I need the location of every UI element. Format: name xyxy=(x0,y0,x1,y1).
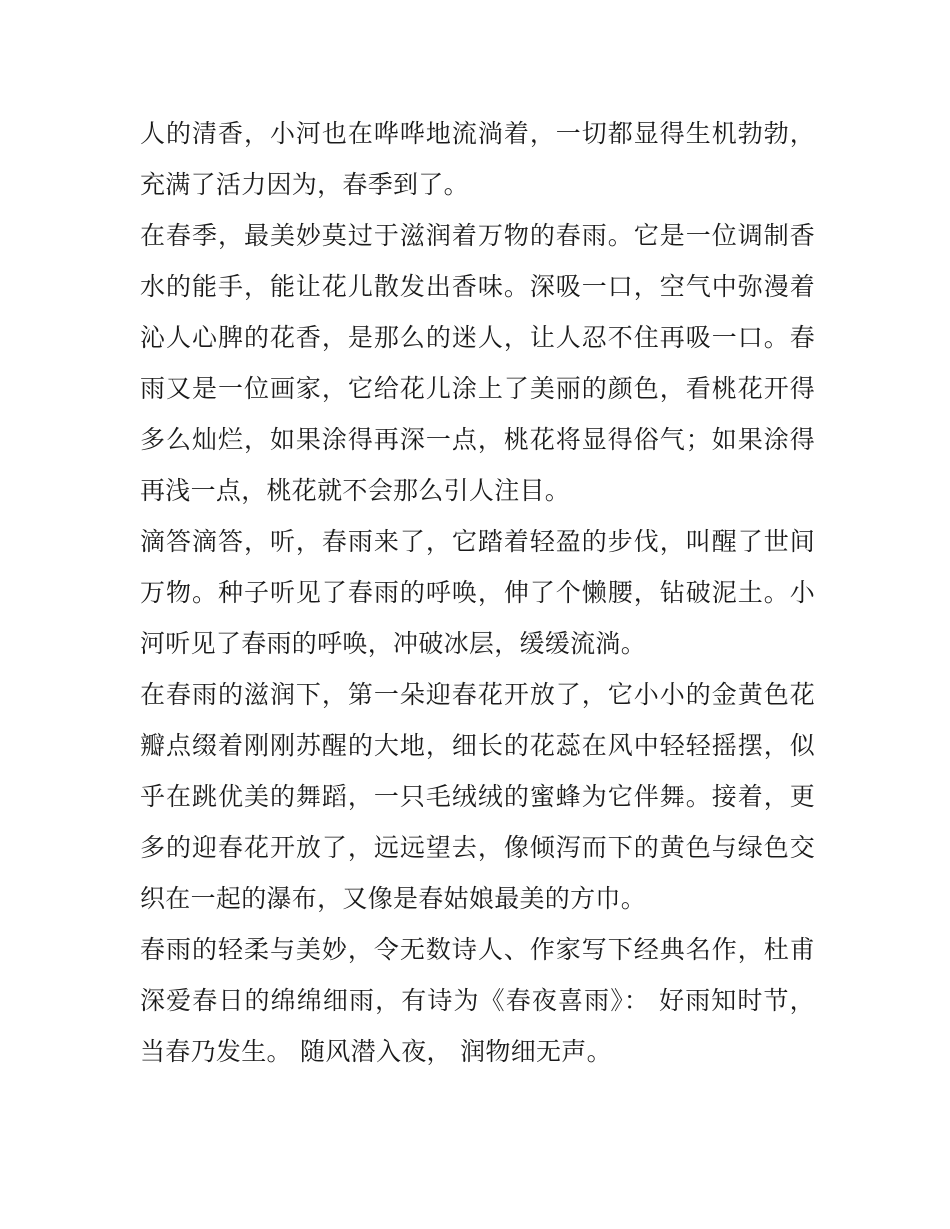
paragraph-3: 滴答滴答，听，春雨来了，它踏着轻盈的步伐，叫醒了世间万物。种子听见了春雨的呼唤，伸了个懒腰，钻破泥土。小河听见了春雨的呼唤，冲破冰层，缓缓流淌。 xyxy=(140,527,815,658)
paragraph-2: 在春季，最美妙莫过于滋润着万物的春雨。它是一位调制香水的能手，能让花儿散发出香味。深吸一口，空气中弥漫着沁人心脾的花香，是那么的迷人，让人忍不住再吸一口。春雨又是一位画家，它给花儿涂上了美丽的颜色，看桃花开得多么灿烂，如果涂得再深一点，桃花将显得俗气；如果涂得再浅一点，桃花就不会那么引人注目。 xyxy=(140,221,815,505)
paragraph-4: 在春雨的滋润下，第一朵迎春花开放了，它小小的金黄色花瓣点缀着刚刚苏醒的大地，细长的花蕊在风中轻轻摇摆，似乎在跳优美的舞蹈，一只毛绒绒的蜜蜂为它伴舞。接着，更多的迎春花开放了，远远望去，像倾泻而下的黄色与绿色交织在一起的瀑布，又像是春姑娘最美的方巾。 xyxy=(140,680,815,913)
paragraph-1: 人的清香，小河也在哗哗地流淌着，一切都显得生机勃勃，充满了活力因为，春季到了。 xyxy=(140,119,815,199)
document-body xyxy=(140,108,815,1077)
paragraph-5: 春雨的轻柔与美妙，令无数诗人、作家写下经典名作，杜甫深爱春日的绵绵细雨，有诗为《春夜喜雨》： 好雨知时节， 当春乃发生。 随风潜入夜， 润物细无声。 xyxy=(140,935,815,1066)
